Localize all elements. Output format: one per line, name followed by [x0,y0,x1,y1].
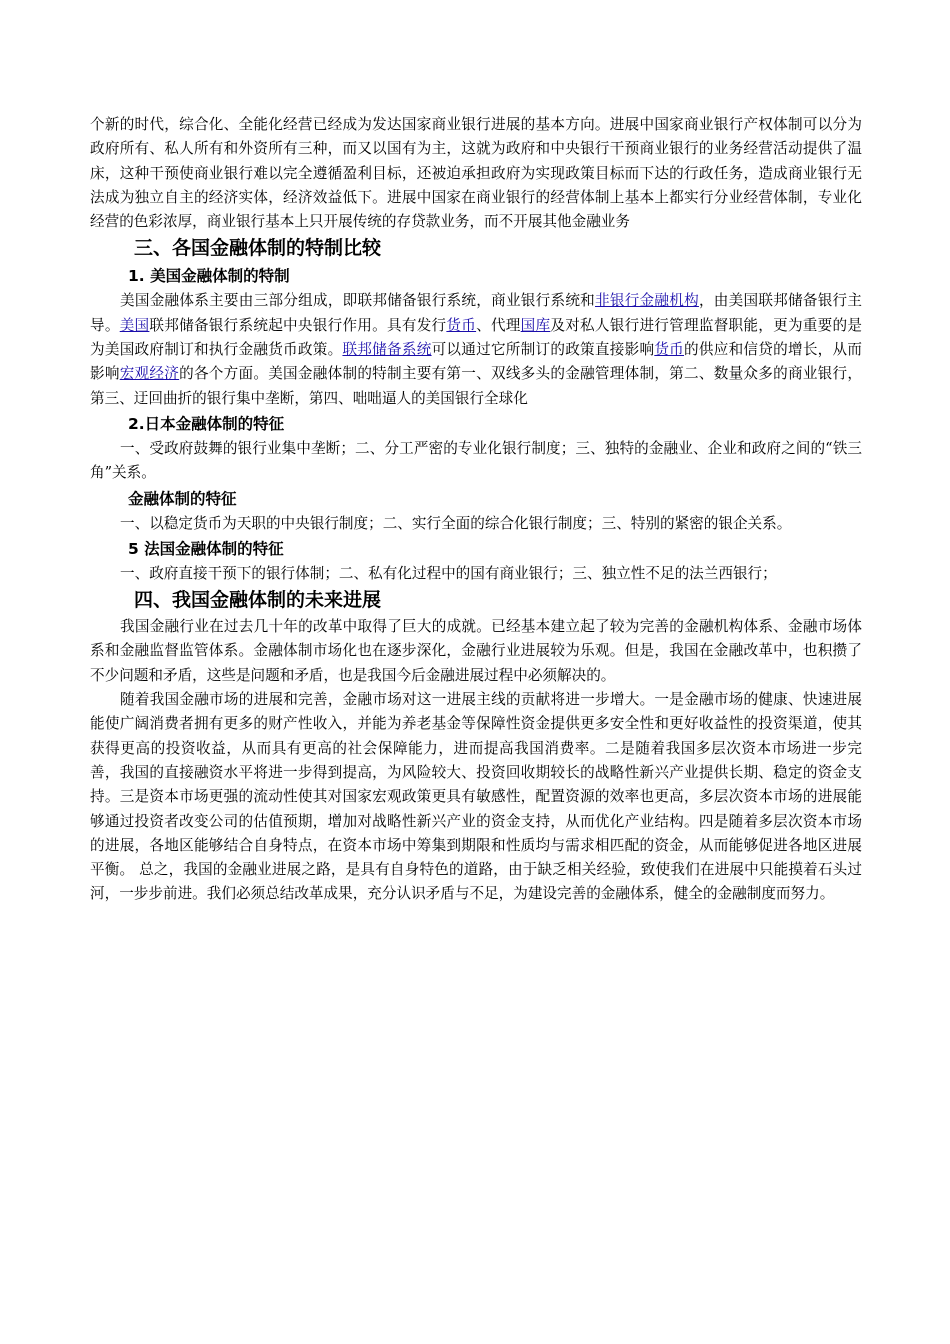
us-text-1: 美国金融体系主要由三部分组成，即联邦储备银行系统，商业银行系统和 [120,292,596,310]
section-4-heading: 四、我国金融体制的未来进展 [134,589,382,612]
germany-paragraph: 一、以稳定货币为天职的中央银行制度；二、实行全面的综合化银行制度；三、特别的紧密的银企关系。 [120,514,792,532]
us-paragraph [90,289,862,410]
section-3-heading: 三、各国金融体制的特制比较 [134,237,382,260]
germany-subheading: 金融体制的特征 [128,489,237,508]
intro-paragraph: 个新的时代，综合化、全能化经营已经成为发达国家商业银行进展的基本方向。进展中国家商业银行产权体制可以分为政府所有、私人所有和外资所有三种，而又以国有为主，这就为政府和中央银行干预商业银行的业务经营活动提供了温床，这种干预使商业银行难以完全遵循盈利目标，还被迫承担政府为实现政策目标而下达的行政任务，造成商业银行无法成为独立自主的经济实体，经济效益低下。进展中国家在商业银行的经营体制上基本上都实行分业经营体制，专业化经营的色彩浓厚，商业银行基本上只开展传统的存贷款业务，而不开展其他金融业务 [90,116,862,231]
link-currency[interactable]: 货币 [446,316,477,334]
us-text-5: 及对私人银行进行管理监督职能，更为重要的是为美国政府制订和执行金融货币政策。 [90,316,862,359]
link-treasury[interactable]: 国库 [520,316,551,334]
us-text-6: 可以通过它所制订的政策直接影响 [431,341,655,359]
us-subheading: 1. 美国金融体制的特制 [128,267,290,286]
link-macroeconomy[interactable]: 宏观经济 [119,365,180,383]
link-usa[interactable]: 美国 [119,316,150,334]
link-nonbank-financial-institutions[interactable]: 非银行金融机构 [595,292,699,310]
us-text-8: 的各个方面。美国金融体制的特制主要有第一、双线多头的金融管理体制，第二、数量众多的商业银行，第三、迂回曲折的银行集中垄断，第四、咄咄逼人的美国银行全球化 [90,365,862,407]
china-paragraph-2: 随着我国金融市场的进展和完善，金融市场对这一进展主线的贡献将进一步增大。一是金融市场的健康、快速进展能使广阔消费者拥有更多的财产性收入，并能为养老基金等保障性资金提供更多安全性和更好收益性的投资渠道，使其获得更高的投资收益，从而具有更高的社会保障能力，进而提高我国消费率。二是随着我国多层次资本市场进一步完善，我国的直接融资水平将进一步得到提高，为风险较大、投资回收期较长的战略性新兴产业提供长期、稳定的资金支持。三是资本市场更强的流动性使其对国家宏观政策更具有敏感性，配置资源的效率也更高，多层次资本市场的进展能够通过投资者改变公司的估值预期，增加对战略性新兴产业的资金支持，从而优化产业结构。四是随着多层次资本市场的进展，各地区能够结合自身特点，在资本市场中筹集到期限和性质均与需求相匹配的资金，从而能够促进各地区进展平衡。 总之，我国的金融业进展之路，是具有自身特色的道路，由于缺乏相关经验，致使我们在进展中只能摸着石头过河，一步步前进。我们必须总结改革成果，充分认识矛盾与不足，为建设完善的金融体系，健全的金融制度而努力。 [90,691,862,903]
japan-paragraph: 一、受政府鼓舞的银行业集中垄断；二、分工严密的专业化银行制度；三、独特的金融业、企业和政府之间的“铁三角”关系。 [90,439,862,482]
us-text-2: ，由美国联邦储备银行主导。 [90,292,862,334]
link-federal-reserve-system[interactable]: 联邦储备系统 [342,341,432,359]
japan-subheading: 2.日本金融体制的特征 [128,414,285,433]
china-paragraph-1: 我国金融行业在过去几十年的改革中取得了巨大的成就。已经基本建立起了较为完善的金融机构体系、金融市场体系和金融监督监管体系。金融体制市场化也在逐步深化，金融行业进展较为乐观。但是，我国在金融改革中，也积攒了不少问题和矛盾，这些是问题和矛盾，也是我国今后金融进展过程中必须解决的。 [90,618,862,684]
us-text-4: 、代理 [476,316,521,334]
document-body [90,113,862,907]
us-text-3: 联邦储备银行系统起中央银行作用。具有发行 [149,316,447,334]
france-subheading: 5 法国金融体制的特征 [128,539,284,558]
france-paragraph: 一、政府直接干预下的银行体制；二、私有化过程中的国有商业银行；三、独立性不足的法兰西银行； [120,564,777,582]
us-text-7: 的供应和信贷的增长，从而影响 [90,341,862,383]
link-currency-2[interactable]: 货币 [654,341,685,359]
